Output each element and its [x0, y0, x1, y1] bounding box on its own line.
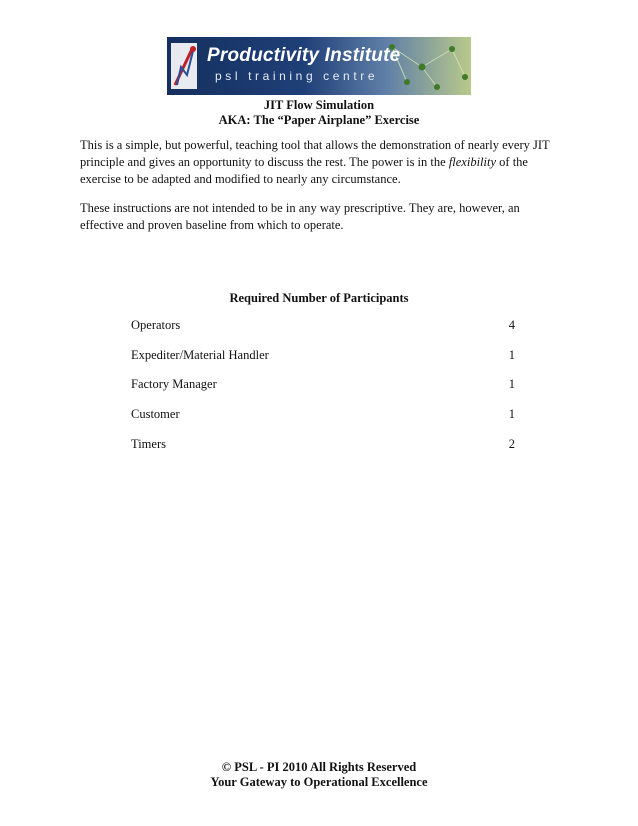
intro-paragraph-2: These instructions are not intended to be in any way prescriptive. They are, however, an effective and proven baseline from which to operate.: [80, 201, 520, 232]
participant-count: 1: [508, 377, 515, 391]
participant-role: Factory Manager: [131, 377, 217, 391]
document-subtitle: AKA: The “Paper Airplane” Exercise: [218, 113, 420, 127]
intro-paragraph-1: [80, 137, 560, 188]
participant-count: 4: [508, 318, 515, 332]
footer-tagline: Your Gateway to Operational Excellence: [210, 775, 428, 789]
participant-count: 1: [508, 348, 515, 362]
logo-subtitle: psl training centre: [215, 69, 379, 83]
participant-count: 1: [508, 407, 515, 421]
footer-copyright: © PSL - PI 2010 All Rights Reserved: [221, 760, 417, 774]
participant-row: [131, 377, 515, 393]
participant-row: [131, 407, 515, 423]
participant-count: 2: [508, 437, 515, 451]
participant-row: [131, 437, 515, 453]
participant-row: [131, 348, 515, 364]
document-title: JIT Flow Simulation: [263, 98, 375, 112]
participant-role: Timers: [131, 437, 166, 451]
participant-role: Operators: [131, 318, 181, 332]
logo-title: Productivity Institute: [207, 45, 401, 66]
participant-role: Customer: [131, 407, 180, 421]
participant-role: Expediter/Material Handler: [131, 348, 269, 362]
intro-text-start: This is a simple, but powerful, teaching tool that allows the demonstration of nearly every JIT principle and gives an opportunity to discuss the rest. The power is in the: [80, 138, 550, 169]
participant-row: [131, 318, 515, 334]
intro-text-end: of the exercise to be adapted and modified to nearly any circumstance.: [80, 155, 528, 186]
intro-emphasis: flexibility: [448, 155, 497, 169]
productivity-institute-logo: [167, 37, 471, 95]
participants-title: Required Number of Participants: [229, 291, 409, 305]
